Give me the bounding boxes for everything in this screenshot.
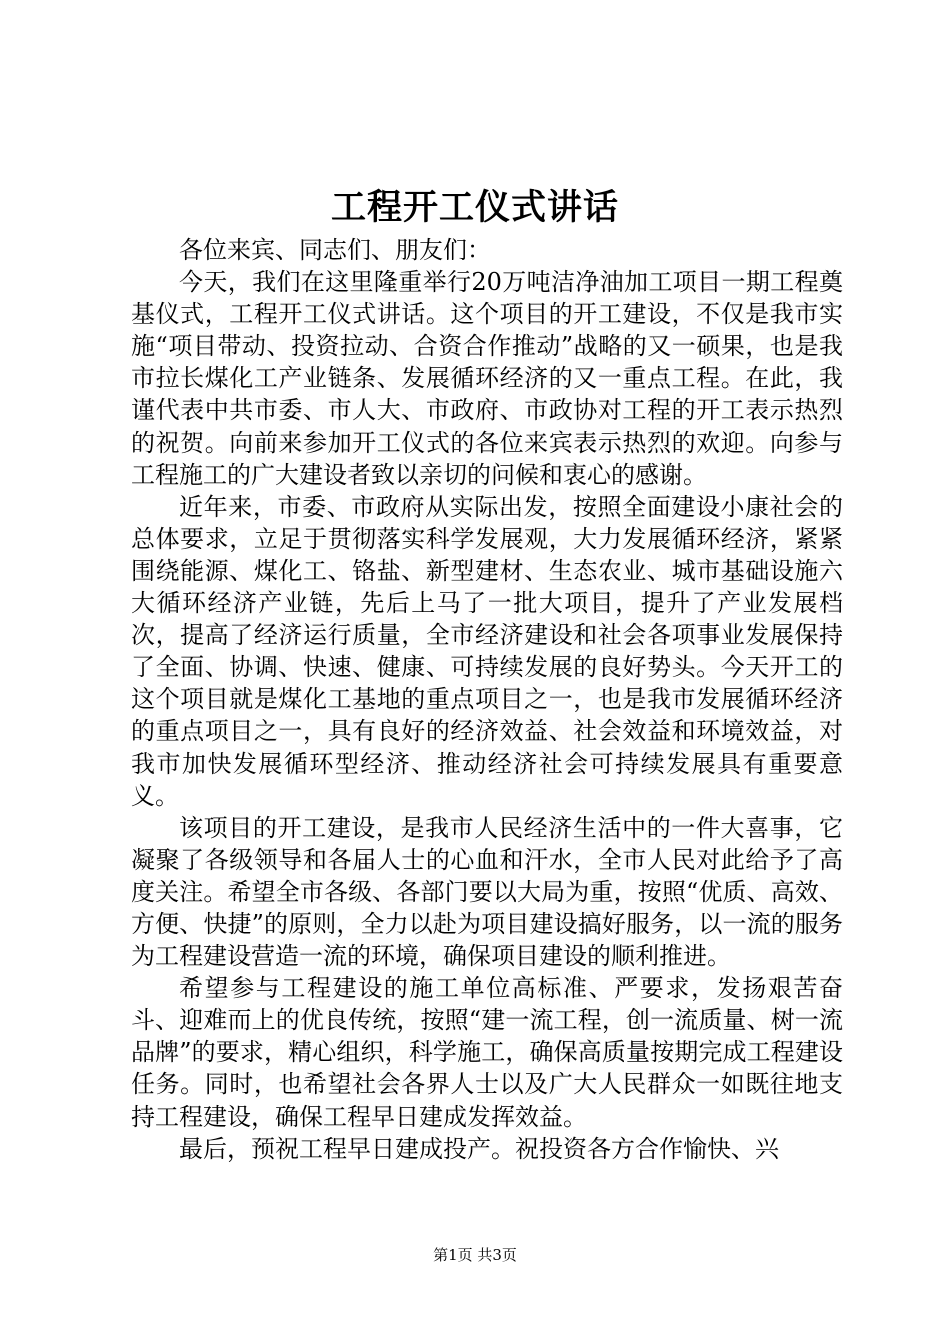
greeting: 各位来宾、同志们、朋友们： — [179, 236, 491, 264]
page-number-footer: 第1页 共3页 — [433, 1246, 517, 1264]
paragraph-5: 最后，预祝工程早日建成投产。祝投资各方合作愉快、兴 — [179, 1134, 779, 1163]
document-body — [131, 234, 843, 1165]
paragraph-3: 该项目的开工建设，是我市人民经济生活中的一件大喜事，它凝聚了各级领导和各届人士的心血和汗水，全市人民对此给予了高度关注。希望全市各级、各部门要以大局为重，按照“优质、高效、方便、快捷”的原则，全力以赴为项目建设搞好服务，以一流的服务为工程建设营造一流的环境，确保项目建设的顺利推进。 — [131, 813, 843, 971]
paragraph-1: 今天，我们在这里隆重举行20万吨洁净油加工项目一期工程奠基仪式，工程开工仪式讲话。这个项目的开工建设，不仅是我市实施“项目带动、投资拉动、合资合作推动”战略的又一硕果，也是我市拉长煤化工产业链条、发展循环经济的又一重点工程。在此，我谨代表中共市委、市人大、市政府、市政协对工程的开工表示热烈的祝贺。向前来参加开工仪式的各位来宾表示热烈的欢迎。向参与工程施工的广大建设者致以亲切的问候和衷心的感谢。 — [131, 268, 843, 489]
document-title: 工程开工仪式讲话 — [330, 187, 619, 228]
paragraph-4: 希望参与工程建设的施工单位高标准、严要求，发扬艰苦奋斗、迎难而上的优良传统，按照“建一流工程，创一流质量、树一流品牌”的要求，精心组织，科学施工，确保高质量按期完成工程建设任务。同时，也希望社会各界人士以及广大人民群众一如既往地支持工程建设，确保工程早日建成发挥效益。 — [131, 974, 843, 1131]
paragraph-2: 近年来，市委、市政府从实际出发，按照全面建设小康社会的总体要求，立足于贯彻落实科学发展观，大力发展循环经济，紧紧围绕能源、煤化工、铬盐、新型建材、生态农业、城市基础设施六大循环经济产业链，先后上马了一批大项目，提升了产业发展档次，提高了经济运行质量，全市经济建设和社会各项事业发展保持了全面、协调、快速、健康、可持续发展的良好势头。今天开工的这个项目就是煤化工基地的重点项目之一，也是我市发展循环经济的重点项目之一，具有良好的经济效益、社会效益和环境效益，对我市加快发展循环型经济、推动经济社会可持续发展具有重要意义。 — [131, 492, 843, 810]
